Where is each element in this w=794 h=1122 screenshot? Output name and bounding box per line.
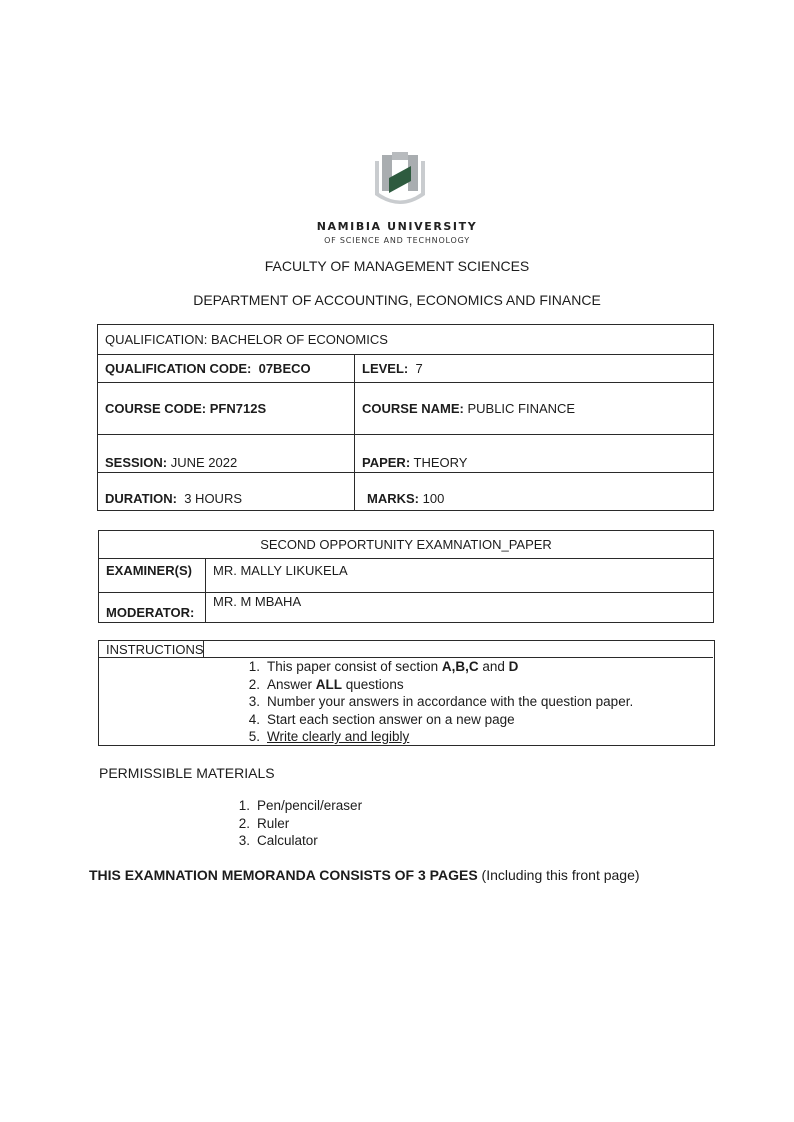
- duration-value: 3 HOURS: [184, 491, 243, 506]
- exam-title: SECOND OPPORTUNITY EXAMNATION_PAPER: [260, 537, 552, 552]
- material-text: Ruler: [257, 815, 290, 831]
- course-code-label: COURSE CODE:: [105, 401, 207, 416]
- duration-cell: [98, 473, 355, 511]
- instructions-list: [236, 658, 633, 746]
- instruction-number: 3.: [248, 694, 260, 709]
- department-heading: DEPARTMENT OF ACCOUNTING, ECONOMICS AND FINANCE: [193, 292, 601, 308]
- instruction-item: [236, 711, 633, 729]
- material-item: [226, 797, 362, 815]
- course-name-value: PUBLIC FINANCE: [467, 401, 576, 416]
- materials-list: [226, 797, 362, 850]
- exam-title-cell: [99, 531, 714, 559]
- university-subtitle: OF SCIENCE AND TECHNOLOGY: [324, 236, 470, 245]
- marks-cell: [355, 473, 714, 511]
- material-item: [226, 832, 362, 850]
- instruction-number: 5.: [248, 729, 260, 744]
- instruction-text: This paper consist of section: [267, 659, 442, 674]
- marks-value: 100: [422, 491, 445, 506]
- instruction-text: Start each section answer on a new page: [267, 711, 515, 727]
- course-name-cell: [355, 383, 714, 435]
- duration-label: DURATION:: [105, 491, 177, 506]
- paper-cell: [355, 435, 714, 473]
- moderator-value: MR. M MBAHA: [213, 594, 302, 609]
- session-label: SESSION:: [105, 455, 168, 470]
- instruction-item: [236, 693, 633, 711]
- paper-value: THEORY: [413, 455, 468, 470]
- examiner-label: EXAMINER(S): [106, 563, 192, 578]
- examiner-value-cell: [206, 559, 714, 593]
- page-count-note: [89, 867, 640, 883]
- moderator-label-cell: [99, 593, 206, 623]
- page-count-bold: THIS EXAMNATION MEMORANDA CONSISTS OF 3 PAGES: [89, 867, 478, 883]
- instruction-item: [236, 676, 633, 694]
- material-number: 3.: [238, 833, 250, 848]
- material-number: 1.: [238, 798, 250, 813]
- instruction-number: 1.: [248, 659, 260, 674]
- session-value: JUNE 2022: [170, 455, 238, 470]
- material-text: Pen/pencil/eraser: [257, 798, 363, 813]
- qualification-value: BACHELOR OF ECONOMICS: [210, 332, 388, 347]
- instruction-text-post: questions: [342, 676, 404, 692]
- page-count-note-text: (Including this front page): [477, 867, 640, 883]
- material-item: [226, 815, 362, 833]
- examiner-label-cell: [99, 559, 206, 593]
- instruction-bold: ALL: [315, 676, 343, 692]
- paper-label: PAPER:: [362, 455, 411, 470]
- course-code-value: PFN712S: [209, 401, 267, 416]
- level-cell: [355, 355, 714, 383]
- instruction-number: 2.: [248, 676, 260, 692]
- course-name-label: COURSE NAME:: [362, 401, 464, 416]
- instruction-item: [236, 728, 633, 746]
- instruction-text-post: and: [478, 659, 509, 674]
- qualification-cell: [98, 325, 714, 355]
- qualification-label: QUALIFICATION:: [105, 332, 208, 347]
- faculty-heading: FACULTY OF MANAGEMENT SCIENCES: [264, 258, 530, 274]
- session-cell: [98, 435, 355, 473]
- university-name: NAMIBIA UNIVERSITY: [316, 220, 478, 233]
- permissible-materials-title: PERMISSIBLE MATERIALS: [99, 765, 275, 781]
- material-number: 2.: [238, 815, 250, 831]
- instruction-text: Write clearly and legibly: [267, 729, 410, 744]
- examiners-table: [98, 530, 714, 623]
- material-text: Calculator: [257, 833, 318, 848]
- instruction-number: 4.: [248, 711, 260, 727]
- moderator-value-cell: [206, 593, 714, 623]
- course-details-table: [97, 324, 714, 511]
- moderator-label: MODERATOR:: [106, 605, 195, 620]
- instruction-item: [236, 658, 633, 676]
- instructions-title: INSTRUCTIONS: [106, 642, 204, 657]
- course-code-cell: [98, 383, 355, 435]
- level-label: LEVEL:: [362, 361, 409, 376]
- qualification-code-cell: [98, 355, 355, 383]
- instruction-text: Number your answers in accordance with the question paper.: [267, 694, 634, 709]
- qualification-code-value: 07BECO: [258, 361, 311, 376]
- level-value: 7: [415, 361, 423, 376]
- university-logo: [369, 151, 431, 213]
- instruction-text: Answer: [267, 676, 316, 692]
- marks-label: MARKS:: [367, 491, 419, 506]
- qualification-code-label: QUALIFICATION CODE:: [105, 361, 252, 376]
- examiner-value: MR. MALLY LIKUKELA: [213, 563, 348, 578]
- instruction-bold: A,B,C: [441, 659, 479, 674]
- instruction-bold-2: D: [508, 659, 519, 674]
